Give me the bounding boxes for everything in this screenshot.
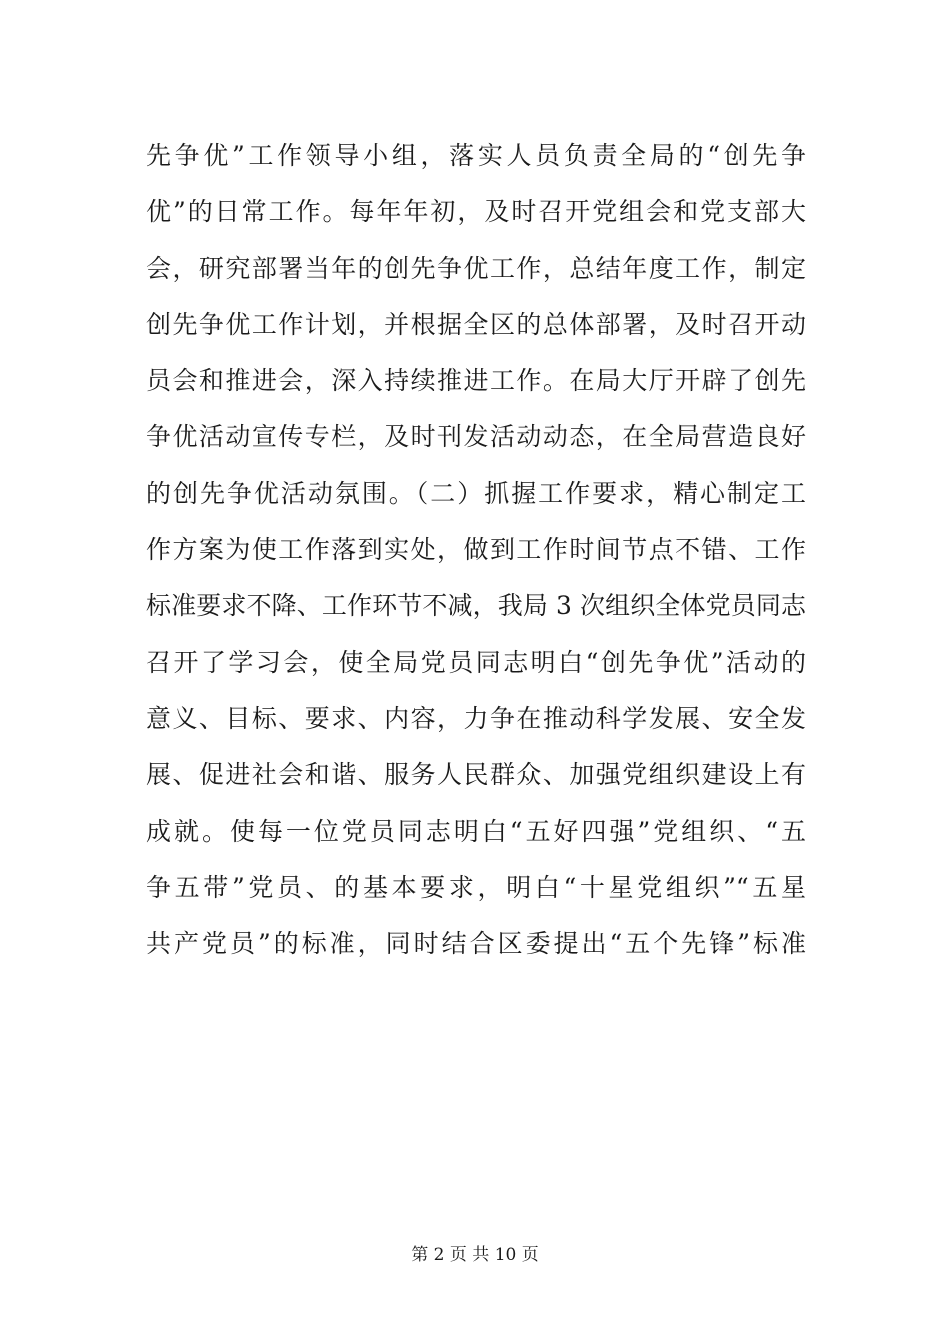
text-line: 优”的日常工作。每年年初，及时召开党组会和党支部大 <box>146 197 806 227</box>
text-line: 意义、目标、要求、内容，力争在推动科学发展、安全发 <box>146 703 806 733</box>
body-text <box>146 128 806 972</box>
text-line: 会，研究部署当年的创先争优工作，总结年度工作，制定 <box>146 253 806 283</box>
text-line: 员会和推进会，深入持续推进工作。在局大厅开辟了创先 <box>146 366 806 396</box>
page-number-footer: 第 2 页 共 10 页 <box>411 1245 539 1265</box>
text-line: 召开了学习会，使全局党员同志明白“创先争优”活动的 <box>146 647 806 677</box>
text-line: 创先争优工作计划，并根据全区的总体部署，及时召开动 <box>146 309 806 339</box>
text-line: 展、促进社会和谐、服务人民群众、加强党组织建设上有 <box>146 760 806 790</box>
text-line: 先争优”工作领导小组，落实人员负责全局的“创先争 <box>146 141 806 170</box>
text-line: 的创先争优活动氛围。（二）抓握工作要求，精心制定工 <box>146 478 806 508</box>
text-line: 标准要求不降、工作环节不减，我局 3 次组织全体党员同志 <box>146 591 806 621</box>
text-line: 作方案为使工作落到实处，做到工作时间节点不错、工作 <box>146 535 806 565</box>
text-line: 成就。使每一位党员同志明白“五好四强”党组织、“五 <box>146 816 806 846</box>
text-line: 共产党员”的标准，同时结合区委提出“五个先锋”标准 <box>146 929 806 959</box>
text-line: 争优活动宣传专栏，及时刊发活动动态，在全局营造良好 <box>146 422 806 452</box>
text-line: 争五带”党员、的基本要求，明白“十星党组织”“五星 <box>146 872 806 902</box>
